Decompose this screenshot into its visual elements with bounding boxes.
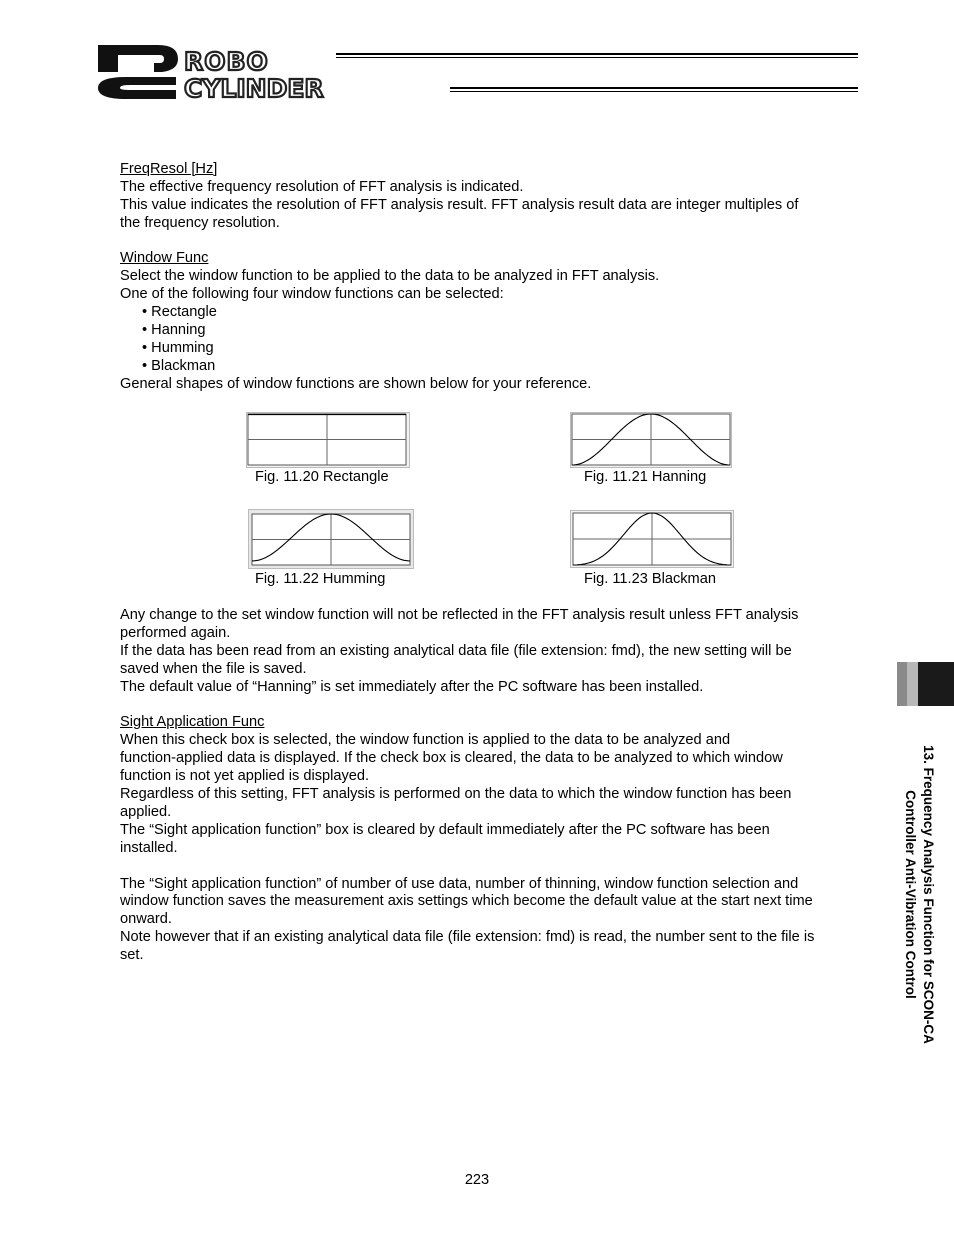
sight-line: function is not yet applied is displayed. — [120, 768, 370, 784]
bullet-item: • Rectangle — [142, 304, 217, 320]
page-number: 223 — [464, 1172, 490, 1188]
figure-caption: Fig. 11.23 Blackman — [584, 571, 716, 587]
figure-caption: Fig. 11.21 Hanning — [584, 469, 707, 485]
bullet-item: • Humming — [142, 340, 214, 356]
figure-caption: Fig. 11.20 Rectangle — [255, 469, 389, 485]
header-rule-bottom-thin — [450, 91, 858, 92]
window-note-line: Any change to the set window function will not be reflected in the FFT analysis result unless FFT analysis — [120, 607, 799, 623]
final-line: onward. — [120, 911, 172, 927]
logo-word-cylinder: CYLINDER — [184, 74, 324, 101]
header-rule-bottom — [450, 87, 858, 89]
sight-line: installed. — [120, 840, 178, 856]
sight-line: applied. — [120, 804, 172, 820]
sight-line: Regardless of this setting, FFT analysis is performed on the data to which the window function has been — [120, 786, 792, 802]
sight-line: The “Sight application function” box is cleared by default immediately after the PC software has been — [120, 822, 770, 838]
header-rule-top-thin — [336, 57, 858, 58]
window-note-line: If the data has been read from an existing analytical data file (file extension: fmd), the new setting will be — [120, 643, 792, 659]
figure-hamming — [248, 509, 414, 569]
sight-line: function-applied data is displayed. If the check box is cleared, the data to be analyzed to which window — [120, 750, 783, 766]
final-line: The “Sight application function” of number of use data, number of thinning, window function selection and — [120, 876, 799, 892]
window-note-line: saved when the file is saved. — [120, 661, 307, 677]
header-rule-top — [336, 53, 858, 55]
window-func-heading: Window Func — [120, 250, 209, 266]
chapter-tab — [918, 662, 954, 706]
chapter-tab-shade — [897, 662, 907, 706]
rc-logo-mark-icon — [96, 43, 858, 101]
window-note-line: performed again. — [120, 625, 231, 641]
bullet-item: • Blackman — [142, 358, 216, 374]
freqresol-line: the frequency resolution. — [120, 215, 280, 231]
figure-caption: Fig. 11.22 Humming — [255, 571, 386, 587]
sight-heading: Sight Application Func — [120, 714, 265, 730]
figure-rectangle — [246, 412, 410, 468]
logo-word-robo: ROBO — [184, 47, 269, 76]
chapter-tab-shade — [907, 662, 918, 706]
window-func-line: One of the following four window functions can be selected: — [120, 286, 504, 302]
final-line: window function saves the measurement axis settings which become the default value at the start next time — [120, 893, 813, 909]
freqresol-line: This value indicates the resolution of FFT analysis result. FFT analysis result data are integer multiples of — [120, 197, 799, 213]
freqresol-line: The effective frequency resolution of FFT analysis is indicated. — [120, 179, 524, 195]
window-func-line: Select the window function to be applied to the data to be analyzed in FFT analysis. — [120, 268, 660, 284]
figure-blackman — [570, 510, 734, 568]
final-line: Note however that if an existing analytical data file (file extension: fmd) is read, the number sent to the file is — [120, 929, 815, 945]
chapter-side-title-line1: 13. Frequency Analysis Function for SCON-CA — [921, 745, 936, 1044]
freqresol-heading: FreqResol [Hz] — [120, 161, 218, 177]
figure-hanning — [570, 412, 732, 468]
window-func-after: General shapes of window functions are shown below for your reference. — [120, 376, 592, 392]
bullet-item: • Hanning — [142, 322, 206, 338]
chapter-side-title-line2: Controller Anti-Vibration Control — [903, 790, 918, 999]
chapter-side-title — [901, 722, 937, 1067]
sight-line: When this check box is selected, the window function is applied to the data to be analyzed and — [120, 732, 731, 748]
robo-cylinder-logo — [96, 43, 858, 101]
final-line: set. — [120, 947, 144, 963]
window-note-line: The default value of “Hanning” is set immediately after the PC software has been installed. — [120, 679, 704, 695]
